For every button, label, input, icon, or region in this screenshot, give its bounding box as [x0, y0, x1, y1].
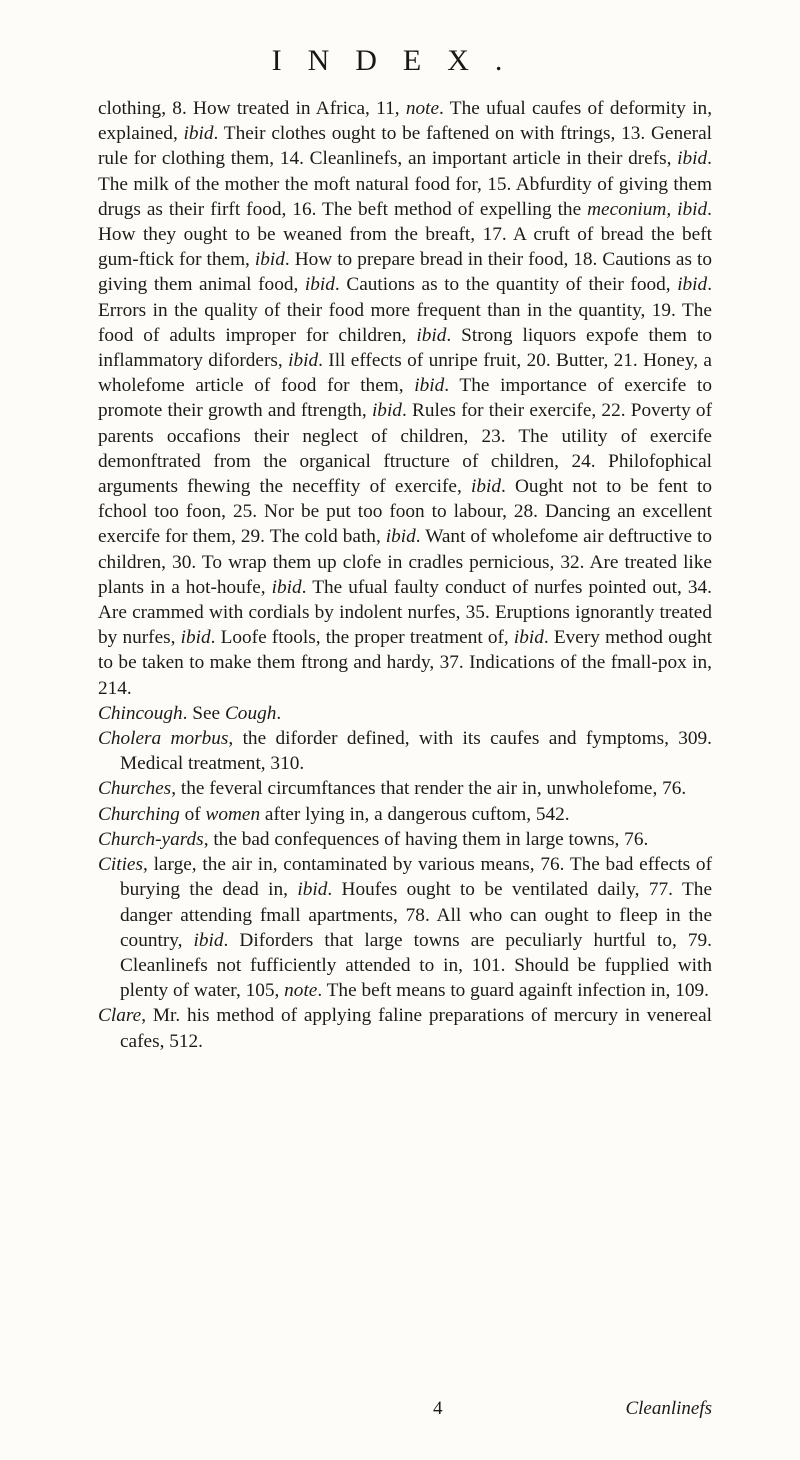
index-entry-clare: Clare, Mr. his method of applying faline preparations of mercury in venereal cafes, 512. — [98, 1005, 712, 1052]
catchword: Cleanlinefs — [625, 1398, 712, 1419]
page-number: 4 — [433, 1398, 443, 1419]
index-body — [98, 96, 712, 1054]
index-entry-churches: Churches, the feveral circumftances that render the air in, unwholefome, 76. — [98, 778, 687, 800]
index-entry-clothing-continued: clothing, 8. How treated in Africa, 11, note. The ufual caufes of deformity in, explained, ibid. Their clothes ought to be faftened on with ftrings, 13. General rule for clothing them, 14. Cleanlinefs, an important article in their drefs, ibid. The milk of the mother the moft natural food for, 15. Abfurdity of giving them drugs as their firft food, 16. The beft method of expelling the meconium, ibid. How they ought to be weaned from the breaft, 17. A cruft of bread the beft gum-ftick for them, ibid. How to prepare bread in their food, 18. Cautions as to giving them animal food, ibid. Cautions as to the quantity of their food, ibid. Errors in the quality of their food more frequent than in the quantity, 19. The food of adults improper for children, ibid. Strong liquors expofe them to inflammatory diforders, ibid. Ill effects of unripe fruit, 20. Butter, 21. Honey, a wholefome article of food for them, ibid. The importance of exercife to promote their growth and ftrength, ibid. Rules for their exercife, 22. Poverty of parents occafions their neglect of children, 23. The utility of exercife demonftrated from the organical ftructure of children, 24. Philofophical arguments fhewing the neceffity of exercife, ibid. Ought not to be fent to fchool too foon, 25. Nor be put too foon to labour, 28. Dancing an excellent exercife for them, 29. The cold bath, ibid. Want of wholefome air deftructive to children, 30. To wrap them up clofe in cradles pernicious, 32. Are treated like plants in a hot-houfe, ibid. The ufual faulty conduct of nurfes pointed out, 34. Are crammed with cordials by indolent nurfes, 35. Eruptions ignorantly treated by nurfes, ibid. Loofe ftools, the proper treatment of, ibid. Every method ought to be taken to make them ftrong and hardy, 37. Indications of the fmall-pox in, 214. — [98, 98, 713, 699]
index-entry-church-yards: Church-yards, the bad confequences of having them in large towns, 76. — [98, 828, 649, 850]
page-header: INDEX. — [271, 44, 529, 77]
index-entry-cholera-morbus: Cholera morbus, the diforder defined, with its caufes and fymptoms, 309. Medical treatment, 310. — [98, 728, 712, 775]
index-entry-churching: Churching of women after lying in, a dangerous cuftom, 542. — [98, 803, 570, 825]
index-entry-chincough: Chincough. See Cough. — [98, 702, 282, 724]
index-entry-cities: Cities, large, the air in, contaminated by various means, 76. The bad effects of burying the dead in, ibid. Houfes ought to be ventilated daily, 77. The danger attending fmall apartments, 78. All who can ought to fleep in the country, ibid. Diforders that large towns are peculiarly hurtful to, 79. Cleanlinefs not fufficiently attended to in, 101. Should be fupplied with plenty of water, 105, note. The beft means to guard againft infection in, 109. — [98, 854, 712, 1002]
page-footer — [0, 1398, 800, 1428]
